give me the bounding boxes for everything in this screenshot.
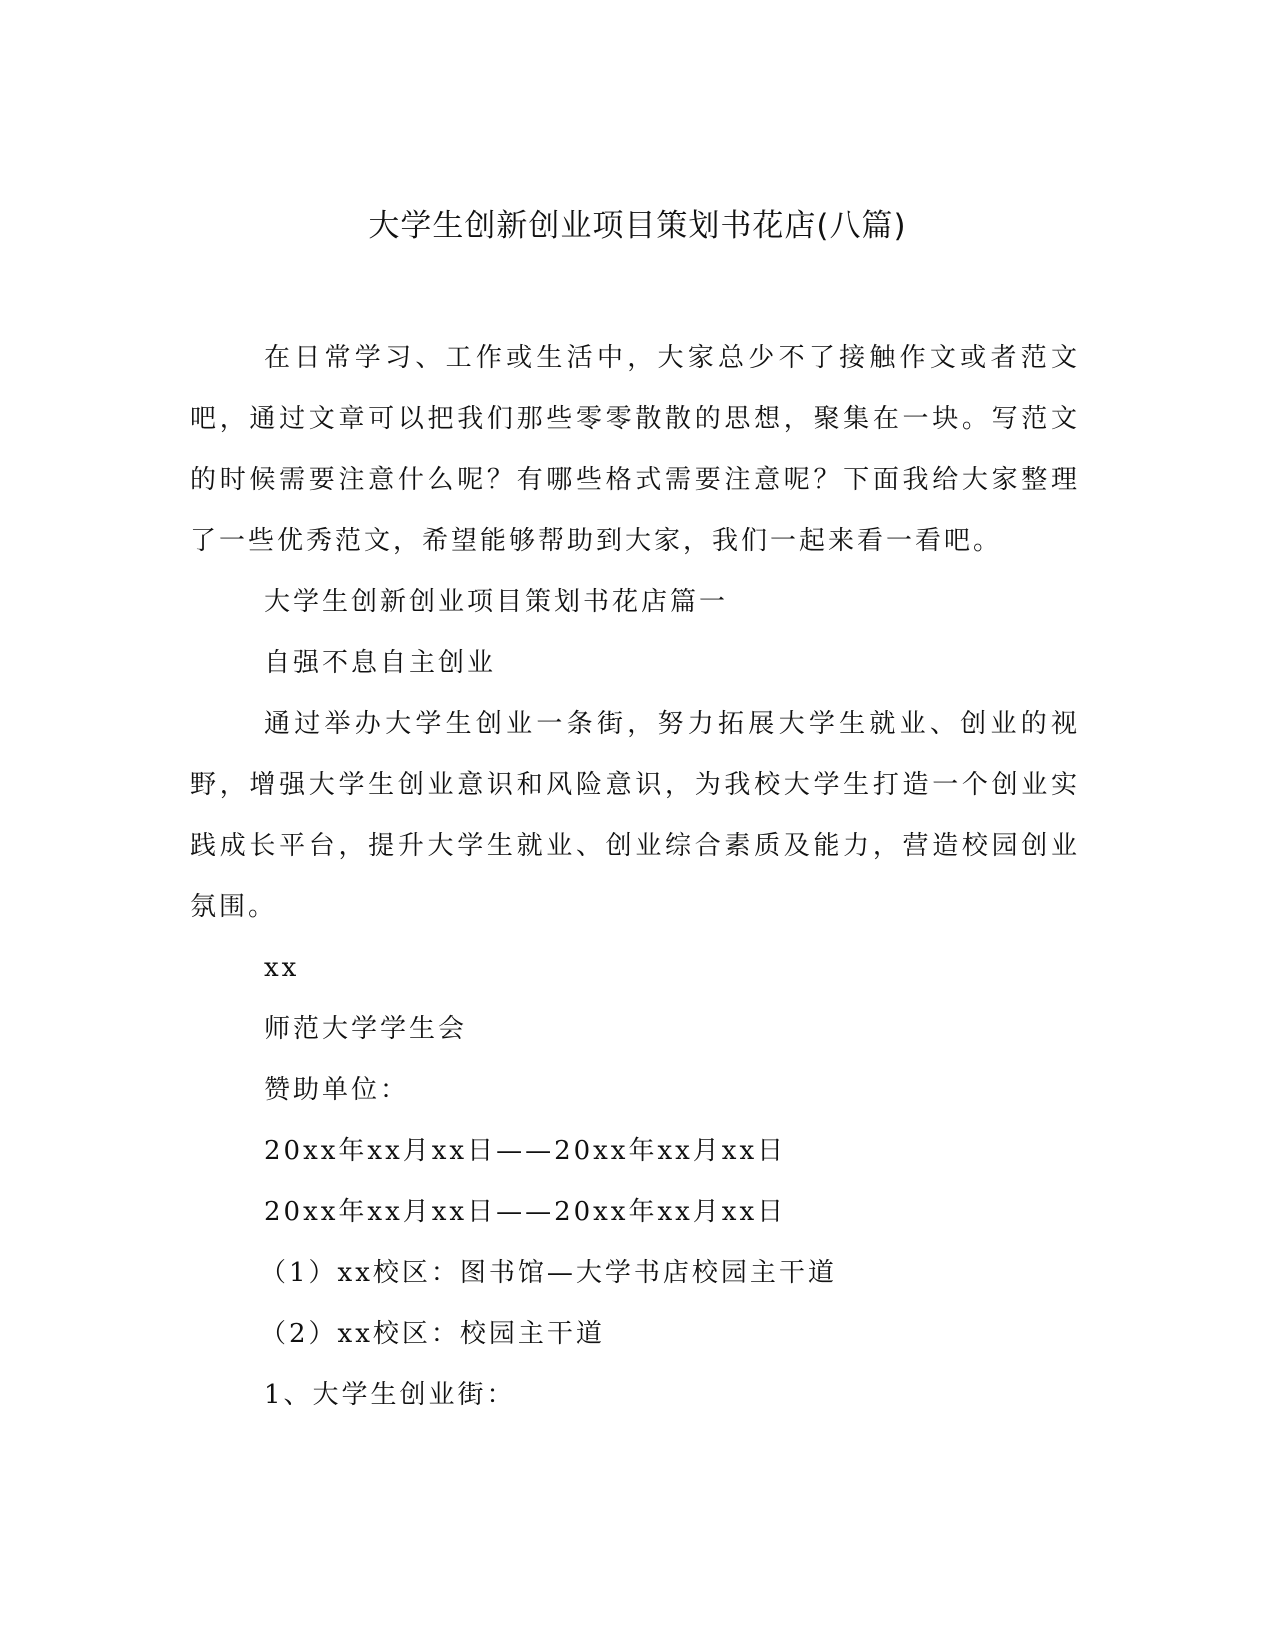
venue-1: （1）xx校区：图书馆—大学书店校园主干道: [260, 1258, 837, 1288]
document-title: 大学生创新创业项目策划书花店(八篇): [368, 208, 907, 244]
sponsor-label: 赞助单位：: [264, 1075, 410, 1105]
organizer-unit: 师范大学学生会: [264, 1014, 468, 1044]
section-heading: 大学生创新创业项目策划书花店篇一: [264, 587, 729, 617]
list-item-1: 1、大学生创业街：: [264, 1380, 516, 1410]
date-range-1: 20xx年xx月xx日——20xx年xx月xx日: [264, 1136, 787, 1166]
purpose-paragraph: 通过举办大学生创业一条街，努力拓展大学生就业、创业的视野，增强大学生创业意识和风险意识，为我校大学生打造一个创业实践成长平台，提升大学生就业、创业综合素质及能力，营造校园创业氛围。: [190, 709, 1080, 922]
intro-paragraph: 在日常学习、工作或生活中，大家总少不了接触作文或者范文吧，通过文章可以把我们那些零零散散的思想，聚集在一块。写范文的时候需要注意什么呢？有哪些格式需要注意呢？下面我给大家整理了一些优秀范文，希望能够帮助到大家，我们一起来看一看吧。: [190, 343, 1080, 556]
date-range-2: 20xx年xx月xx日——20xx年xx月xx日: [264, 1197, 787, 1227]
venue-2: （2）xx校区：校园主干道: [260, 1319, 605, 1349]
theme-line: 自强不息自主创业: [264, 648, 497, 678]
document-body: [190, 328, 1080, 1426]
organizer-school: xx: [264, 953, 300, 983]
